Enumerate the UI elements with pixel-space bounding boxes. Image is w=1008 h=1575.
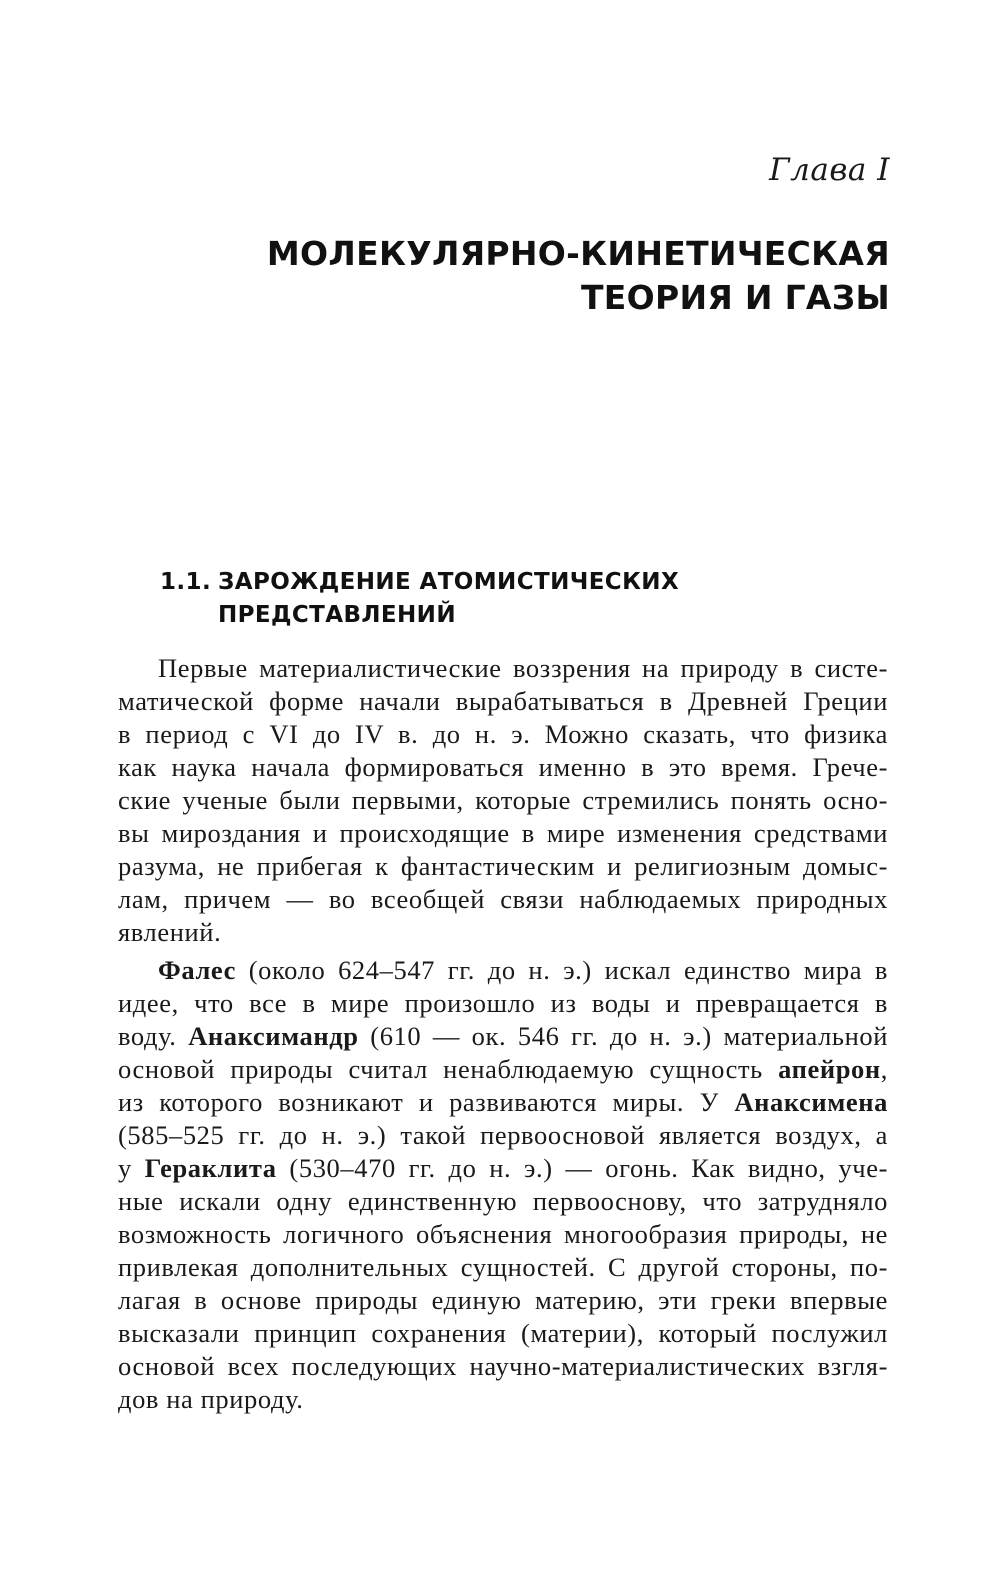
bold-term: Анаксимена <box>734 1087 888 1117</box>
text-line <box>118 916 888 949</box>
text-run: в период с VI до IV в. до н. э. Можно сказать, что физика <box>118 719 888 749</box>
text-run: воду. <box>118 1021 189 1051</box>
section-heading <box>160 566 900 632</box>
text-line <box>118 1350 888 1383</box>
text-line <box>118 1086 888 1119</box>
text-run: идее, что все в мире произошло из воды и превращается в <box>118 988 888 1018</box>
text-line <box>118 1218 888 1251</box>
text-run: лам, причем — во всеобщей связи наблюдаемых природных <box>118 884 888 914</box>
text-line <box>118 1053 888 1086</box>
text-run: (610 — ок. 546 гг. до н. э.) материальной <box>358 1021 888 1051</box>
text-run: основой природы считал ненаблюдаемую сущность <box>118 1054 779 1084</box>
text-run: разума, не прибегая к фантастическим и религиозным домыс- <box>118 851 888 881</box>
text-run: матической форме начали вырабатываться в Древней Греции <box>118 686 888 716</box>
text-run: вы мироздания и происходящие в мире изменения средствами <box>118 818 888 848</box>
text-run: высказали принцип сохранения (материи), который послужил <box>118 1318 888 1348</box>
text-line <box>118 751 888 784</box>
text-run: у <box>118 1153 145 1183</box>
text-run: лагая в основе природы единую материю, эти греки впервые <box>118 1285 888 1315</box>
chapter-title-line: МОЛЕКУЛЯРНО-КИНЕТИЧЕСКАЯ <box>266 234 890 273</box>
text-line <box>118 1251 888 1284</box>
text-run: дов на природу. <box>118 1384 304 1414</box>
text-line <box>118 652 888 685</box>
paragraph <box>118 652 888 949</box>
bold-term: Анаксимандр <box>188 1021 359 1051</box>
bold-term: Гераклита <box>144 1153 277 1183</box>
text-line <box>118 1185 888 1218</box>
chapter-label: Глава I <box>769 152 890 188</box>
text-line <box>118 850 888 883</box>
text-run: привлекая дополнительных сущностей. С другой стороны, по- <box>118 1252 888 1282</box>
section-number: 1.1. <box>160 569 212 595</box>
text-run: (530–470 гг. до н. э.) — огонь. Как видно, уче- <box>276 1153 889 1183</box>
text-run: возможность логичного объяснения многообразия природы, не <box>118 1219 888 1249</box>
text-run: , <box>880 1054 888 1084</box>
text-line <box>118 1152 888 1185</box>
bold-term: апейрон <box>778 1054 881 1084</box>
text-line <box>118 1119 888 1152</box>
body-text <box>118 652 888 1416</box>
text-line <box>118 1317 888 1350</box>
text-line <box>118 1020 888 1053</box>
text-run: ные искали одну единственную первооснову, что затрудняло <box>118 1186 888 1216</box>
paragraph <box>118 954 888 1416</box>
chapter-title <box>130 232 890 320</box>
text-line <box>118 817 888 850</box>
text-line <box>118 718 888 751</box>
text-run: (585–525 гг. до н. э.) такой первоосновой является воздух, а <box>118 1120 888 1150</box>
text-line <box>118 954 888 987</box>
chapter-title-line: ТЕОРИЯ И ГАЗЫ <box>580 278 890 317</box>
text-line <box>118 987 888 1020</box>
text-line <box>118 883 888 916</box>
section-title-line: ПРЕДСТАВЛЕНИЙ <box>218 602 456 628</box>
text-line <box>118 1383 888 1416</box>
section-title-line: ЗАРОЖДЕНИЕ АТОМИСТИЧЕСКИХ <box>218 569 680 595</box>
text-run: как наука начала формироваться именно в это время. Грече- <box>118 752 888 782</box>
text-run: явлений. <box>118 917 222 947</box>
text-line <box>118 784 888 817</box>
text-run: из которого возникают и развиваются миры. У <box>118 1087 735 1117</box>
text-run: (около 624–547 гг. до н. э.) искал единство мира в <box>235 955 888 985</box>
text-line <box>118 685 888 718</box>
text-run: основой всех последующих научно-материалистических взгля- <box>118 1351 888 1381</box>
text-run: Первые материалистические воззрения на природу в систе- <box>158 653 888 683</box>
text-run: ские ученые были первыми, которые стремились понять осно- <box>118 785 888 815</box>
text-line <box>118 1284 888 1317</box>
bold-term: Фалес <box>158 955 236 985</box>
